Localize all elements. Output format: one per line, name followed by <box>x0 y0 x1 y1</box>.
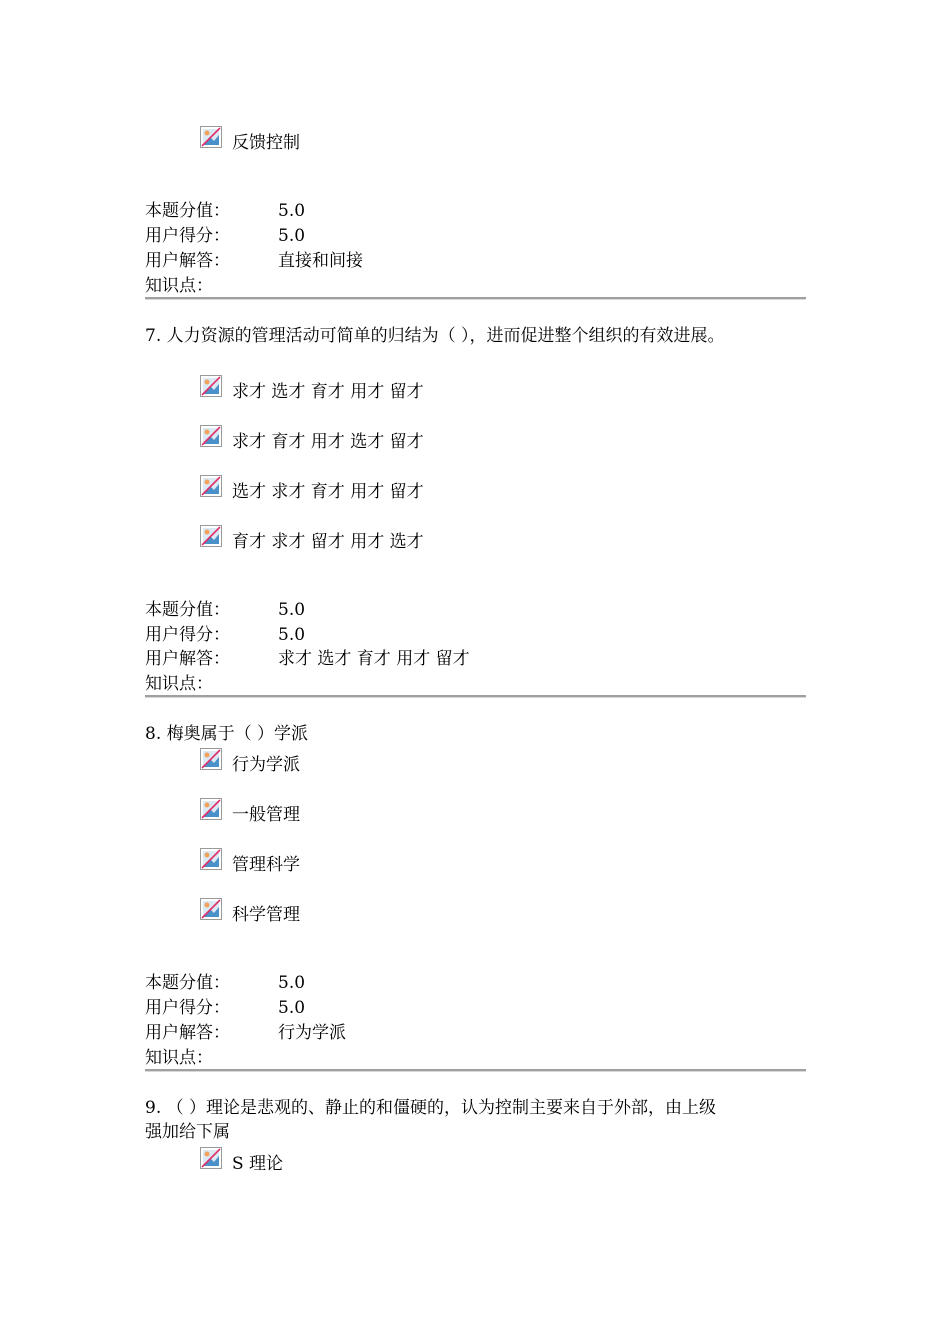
broken-image-icon <box>200 425 230 449</box>
user-score-value: 5.0 <box>278 625 306 645</box>
option-label: 育才 求才 留才 用才 选才 <box>232 532 424 552</box>
option-label: S 理论 <box>232 1154 284 1174</box>
q7-option-2[interactable] <box>200 421 424 452</box>
user-score-label: 用户得分： <box>145 625 230 645</box>
option-label: 求才 选才 育才 用才 留才 <box>232 382 424 402</box>
score-value: 5.0 <box>278 973 306 993</box>
question-title-continued: 强加给下属 <box>145 1122 230 1142</box>
q9-option-1[interactable] <box>200 1143 284 1174</box>
broken-image-icon <box>200 748 230 772</box>
broken-image-icon <box>200 525 230 549</box>
broken-image-icon <box>200 126 230 150</box>
user-answer-value: 直接和间接 <box>278 251 363 271</box>
option-label: 一般管理 <box>232 805 300 825</box>
q8-option-3[interactable] <box>200 844 300 875</box>
option-label: 求才 育才 用才 选才 留才 <box>232 432 424 452</box>
user-answer-label: 用户解答： <box>145 649 230 669</box>
score-label: 本题分值： <box>145 201 230 221</box>
section-divider <box>145 297 806 300</box>
knowledge-label: 知识点： <box>145 674 213 694</box>
option-label: 科学管理 <box>232 905 300 925</box>
question-title: 9. （ ）理论是悲观的、静止的和僵硬的，认为控制主要来自于外部，由上级 <box>145 1098 717 1118</box>
user-answer-value: 行为学派 <box>278 1023 346 1043</box>
user-score-value: 5.0 <box>278 998 306 1018</box>
broken-image-icon <box>200 1147 230 1171</box>
knowledge-label: 知识点： <box>145 276 213 296</box>
q6-option-1[interactable] <box>200 122 300 153</box>
score-label: 本题分值： <box>145 973 230 993</box>
user-answer-label: 用户解答： <box>145 1023 230 1043</box>
broken-image-icon <box>200 475 230 499</box>
section-divider <box>145 1069 806 1072</box>
broken-image-icon <box>200 898 230 922</box>
broken-image-icon <box>200 798 230 822</box>
score-value: 5.0 <box>278 201 306 221</box>
question-title: 7. 人力资源的管理活动可简单的归结为（ ），进而促进整个组织的有效进展。 <box>145 326 725 346</box>
q8-option-2[interactable] <box>200 794 300 825</box>
broken-image-icon <box>200 848 230 872</box>
knowledge-label: 知识点： <box>145 1048 213 1068</box>
user-answer-label: 用户解答： <box>145 251 230 271</box>
q7-option-1[interactable] <box>200 371 424 402</box>
option-label: 管理科学 <box>232 855 300 875</box>
q7-option-4[interactable] <box>200 521 424 552</box>
user-score-label: 用户得分： <box>145 998 230 1018</box>
option-label: 行为学派 <box>232 755 300 775</box>
section-divider <box>145 695 806 698</box>
q7-option-3[interactable] <box>200 471 424 502</box>
score-label: 本题分值： <box>145 600 230 620</box>
q8-option-4[interactable] <box>200 894 300 925</box>
user-score-value: 5.0 <box>278 226 306 246</box>
user-answer-value: 求才 选才 育才 用才 留才 <box>278 649 470 669</box>
user-score-label: 用户得分： <box>145 226 230 246</box>
question-title: 8. 梅奥属于（ ）学派 <box>145 724 309 744</box>
score-value: 5.0 <box>278 600 306 620</box>
q8-option-1[interactable] <box>200 744 300 775</box>
option-label: 选才 求才 育才 用才 留才 <box>232 482 424 502</box>
option-label: 反馈控制 <box>232 133 300 153</box>
broken-image-icon <box>200 375 230 399</box>
